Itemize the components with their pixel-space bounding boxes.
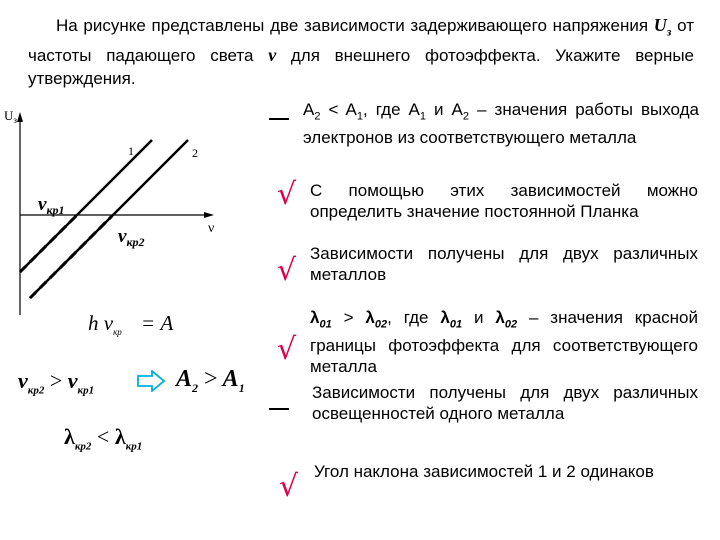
voltage-symbol: $U_з$ xyxy=(653,15,672,39)
nu-kr2-label: $\nu_{кр2}$ xyxy=(118,226,145,249)
statement-3: Зависимости получены для двух различных металлов xyxy=(310,244,698,284)
statement-5-mark xyxy=(269,408,289,410)
graph xyxy=(0,100,300,330)
work-function-comparison: $A_2 > A_1$ xyxy=(176,366,245,395)
implication-arrow-icon xyxy=(136,370,166,392)
line-2-label: 2 xyxy=(192,146,198,160)
statement-3-check-icon: √ xyxy=(277,253,297,288)
statement-2: С помощью этих зависимостей можно определить значение постоянной Планка xyxy=(310,181,698,221)
statement-1-mark xyxy=(269,118,289,120)
threshold-formula: h $\nu_{кр} = A$ xyxy=(88,311,174,338)
statement-2-check-icon: √ xyxy=(277,177,297,212)
statement-6: Угол наклона зависимостей 1 и 2 одинаков xyxy=(314,462,654,481)
question-text: На рисунке представлены две зависимости задерживающего напряжения $U_з$ от частоты падающего света ν для внешнего фотоэффекта. Укажите верные утверждения. xyxy=(28,15,695,88)
y-axis-arrow xyxy=(17,112,23,122)
x-axis-label: ν xyxy=(208,221,215,236)
wavelength-comparison: $\lambda_{кр2} < \lambda_{кр1}$ xyxy=(64,424,143,453)
statement-6-check-icon: √ xyxy=(279,469,299,504)
statement-4-check-icon: √ xyxy=(277,332,297,367)
line-1-label: 1 xyxy=(128,144,134,158)
frequency-symbol: ν xyxy=(268,44,277,65)
statement-1: $A_2 < A_1$, где $A_1$ и $A_2$ – значения работы выхода электронов из соответствующего металла xyxy=(303,100,699,148)
frequency-comparison: $\nu_{кр2} > \nu_{кр1}$ xyxy=(18,368,95,397)
statement-5: Зависимости получены для двух различных освещенностей одного металла xyxy=(312,383,698,423)
statement-4: $\lambda_{01} > \lambda_{02}$, где $\lambda_{01}$ и $\lambda_{02}$ – значения красной границы фотоэффекта для соответствующего металла xyxy=(310,308,698,377)
nu-kr1-label: $\nu_{кр1}$ xyxy=(38,194,65,217)
y-axis-label: $U_з$ xyxy=(4,108,17,125)
x-axis-arrow xyxy=(204,212,214,218)
line-2-extrapolation xyxy=(30,216,112,298)
